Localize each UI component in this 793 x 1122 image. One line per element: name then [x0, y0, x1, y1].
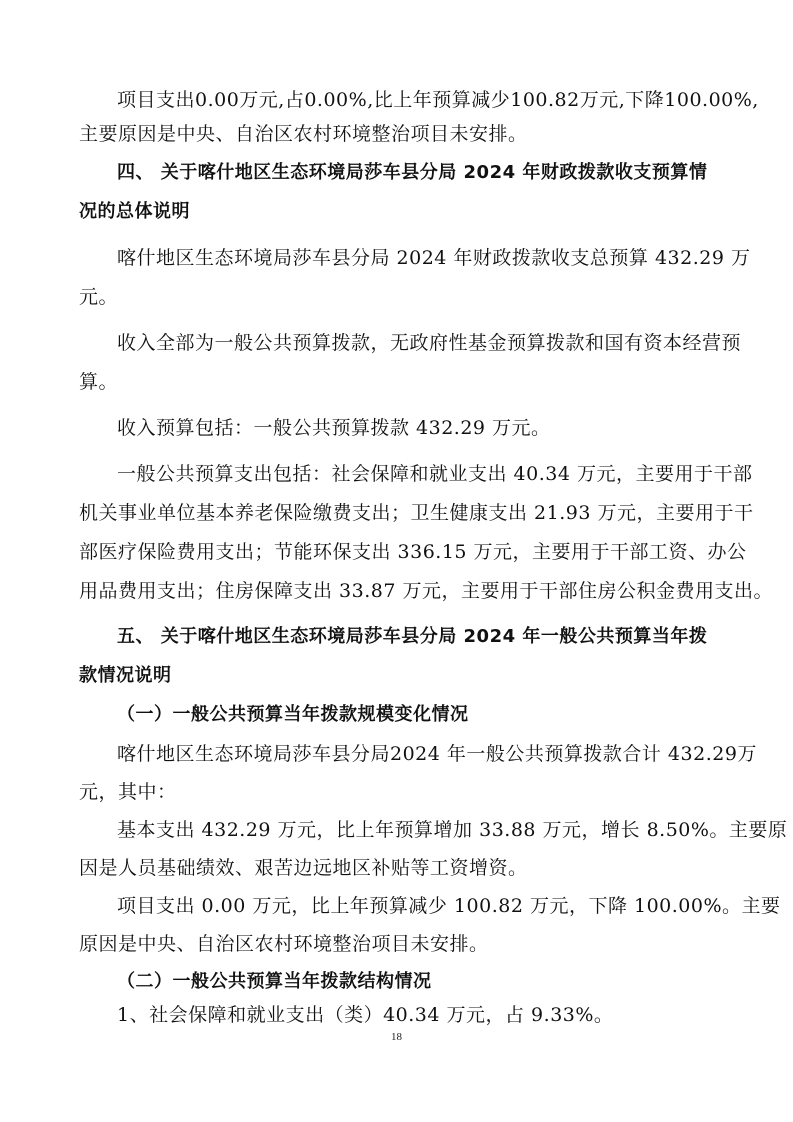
paragraph-line: 收入全部为一般公共预算拨款，无政府性基金预算拨款和国有资本经营预: [117, 332, 742, 354]
paragraph-line: 原因是中央、自治区农村环境整治项目未安排。: [79, 933, 489, 955]
paragraph-line: 收入预算包括：一般公共预算拨款 432.29 万元。: [117, 417, 551, 439]
paragraph-line: 喀什地区生态环境局莎车县分局2024 年一般公共预算拨款合计 432.29万: [117, 743, 757, 765]
paragraph-line: 项目支出0.00万元,占0.00%,比上年预算减少100.82万元,下降100.00%,: [117, 89, 759, 111]
subsection-heading: （一）一般公共预算当年拨款规模变化情况: [117, 704, 469, 725]
paragraph-line: 元。: [79, 286, 119, 308]
section-heading: 四、 关于喀什地区生态环境局莎车县分局 2024 年财政拨款收支预算情: [117, 162, 708, 183]
paragraph-line: 用品费用支出；住房保障支出 33.87 万元，主要用于干部住房公积金费用支出。: [79, 580, 773, 602]
paragraph-line: 喀什地区生态环境局莎车县分局 2024 年财政拨款收支总预算 432.29 万: [117, 247, 751, 269]
page-number: 18: [391, 1031, 402, 1043]
paragraph-line: 项目支出 0.00 万元，比上年预算减少 100.82 万元，下降 100.00%。主要: [117, 895, 781, 917]
paragraph-line: 一般公共预算支出包括：社会保障和就业支出 40.34 万元，主要用于干部: [117, 463, 753, 485]
paragraph-line: 因是人员基础绩效、艰苦边远地区补贴等工资增资。: [79, 857, 528, 879]
section-heading: 五、 关于喀什地区生态环境局莎车县分局 2024 年一般公共预算当年拨: [117, 626, 708, 647]
section-heading: 款情况说明: [79, 665, 172, 686]
subsection-heading: （二）一般公共预算当年拨款结构情况: [117, 971, 432, 992]
section-heading: 况的总体说明: [79, 201, 190, 222]
paragraph-line: 机关事业单位基本养老保险缴费支出；卫生健康支出 21.93 万元，主要用于干: [79, 502, 754, 524]
paragraph-line: 基本支出 432.29 万元，比上年预算增加 33.88 万元，增长 8.50%。主要原: [117, 819, 788, 841]
paragraph-line: 算。: [79, 371, 119, 393]
paragraph-line: 主要原因是中央、自治区农村环境整治项目未安排。: [79, 123, 528, 145]
paragraph-line: 1、社会保障和就业支出（类）40.34 万元，占 9.33%。: [117, 1004, 614, 1026]
paragraph-line: 元，其中：: [79, 781, 177, 803]
paragraph-line: 部医疗保险费用支出；节能环保支出 336.15 万元，主要用于干部工资、办公: [79, 541, 747, 563]
